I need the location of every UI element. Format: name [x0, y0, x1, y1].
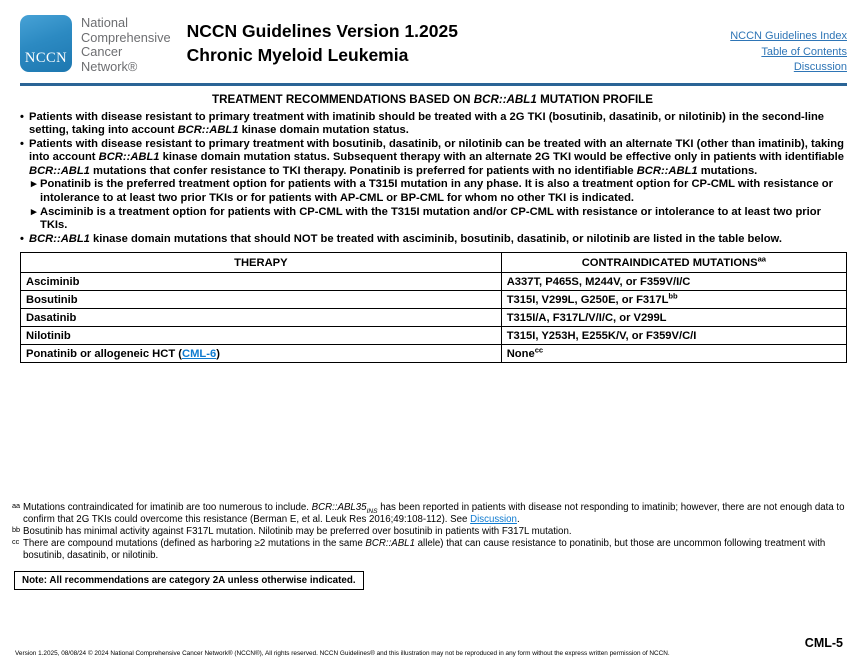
- list-item-text: Patients with disease resistant to primary treatment with bosutinib, dasatinib, or nilotinib can be treated with an alternate TKI (other than imatinib), taking into account BCR::ABL1 kinase domain mutation status. Subsequent therapy with an alternate 2G TKI would be effective only in patients with identifiable BCR::ABL1 mutations that confer resistance to TKI therapy. Ponatinib is preferred for patients with no identifiable BCR::ABL1 mutations.: [29, 137, 844, 177]
- nccn-logo: [20, 15, 72, 72]
- guidelines-version-title: NCCN Guidelines Version 1.2025: [186, 21, 458, 41]
- org-name-line: Network®: [81, 58, 138, 74]
- therapy-cell: Asciminib: [21, 273, 502, 291]
- page-header: [0, 0, 865, 76]
- therapy-cell: Ponatinib or allogeneic HCT (CML-6): [21, 345, 502, 363]
- footnote-aa: [12, 502, 853, 526]
- nccn-logo-text: NCCN: [24, 50, 68, 66]
- copyright-text: Version 1.2025, 08/08/24 © 2024 National Comprehensive Cancer Network® (NCCN®), All rights reserved. NCCN Guidelines® and this illustration may not be reproduced in any form without the express written permission of NCCN.: [15, 650, 670, 657]
- footnote-text: Mutations contraindicated for imatinib are too numerous to include. $BCR::ABL35_{INS}$ has been reported in patients with disease not responding to imatinib; however, there are not enough data to confirm that 2G TKIs could overcome this resistance (Berman E, et al. Leuk Res 2016;49:108-112). See Discussion.: [23, 502, 845, 526]
- list-item: [20, 138, 848, 179]
- bullet-marker: •: [20, 232, 24, 245]
- header-links: [730, 15, 847, 76]
- footnotes: [12, 502, 853, 562]
- category-note: Note: All recommendations are category 2A unless otherwise indicated.: [14, 571, 364, 590]
- sub-bullet-marker: ▸: [31, 178, 37, 191]
- org-name-line: Cancer: [81, 44, 123, 60]
- mutations-cell: T315I, Y253H, E255K/V, or F359V/C/I: [501, 327, 846, 345]
- mutations-cell: A337T, P465S, M244V, or F359V/I/C: [501, 273, 846, 291]
- discussion-link[interactable]: Discussion: [470, 514, 517, 526]
- table-of-contents-link[interactable]: Table of Contents: [761, 45, 847, 58]
- footnote-text: There are compound mutations (defined as harboring ≥2 mutations in the same BCR::ABL1 allele) that can cause resistance to ponatinib, but those are uncommon following treatment with bosutinib, dasatinib, or nilotinib.: [23, 538, 826, 562]
- recommendations-list: [20, 111, 848, 247]
- nccn-guidelines-index-link[interactable]: NCCN Guidelines Index: [730, 30, 847, 42]
- mutations-cell: None$^{cc}$: [501, 345, 846, 363]
- header-divider: [20, 83, 847, 86]
- list-item-text: Asciminib is a treatment option for patients with CP-CML with the T315I mutation and/or CP-CML with resistance or intolerance to at least two prior TKIs.: [40, 205, 821, 232]
- therapy-cell: Bosutinib: [21, 291, 502, 309]
- table-row: [21, 273, 847, 291]
- guidelines-title: [187, 15, 458, 67]
- footnote-marker: bb: [12, 525, 21, 535]
- mutations-cell: T315I, V299L, G250E, or $F317L^{bb}$: [501, 291, 846, 309]
- disease-title: Chronic Myeloid Leukemia: [186, 45, 409, 65]
- footnote-marker: cc: [12, 537, 20, 547]
- list-item: [31, 206, 848, 233]
- footnote-marker: aa: [12, 501, 21, 511]
- org-name-line: National: [81, 15, 128, 30]
- list-item: [20, 233, 848, 247]
- list-item-text: BCR::ABL1 kinase domain mutations that should NOT be treated with asciminib, bosutinib, dasatinib, or nilotinib are listed in the table below.: [29, 232, 782, 245]
- therapy-cell: Dasatinib: [21, 309, 502, 327]
- table-row: [21, 345, 847, 363]
- mutations-cell: T315I/A, F317L/V/I/C, or V299L: [501, 309, 846, 327]
- list-item-text: Ponatinib is the preferred treatment option for patients with a T315I mutation in any phase. It is also a treatment option for CP-CML with resistance or intolerance to at least two prior TKIs or for patients with AP-CML or BP-CML for whom no other TKI is indicated.: [40, 178, 833, 205]
- therapy-cell: Nilotinib: [21, 327, 502, 345]
- footnote-text: Bosutinib has minimal activity against F317L mutation. Nilotinib may be preferred over bosutinib in patients with F317L mutation.: [23, 526, 572, 538]
- bullet-marker: •: [20, 137, 24, 150]
- bullet-marker: •: [20, 110, 24, 123]
- table-row: [21, 291, 847, 309]
- list-item: [31, 178, 848, 205]
- discussion-header-link[interactable]: Discussion: [793, 61, 847, 73]
- sub-bullet-marker: ▸: [31, 205, 37, 218]
- table-header-row: [21, 253, 847, 273]
- list-item: [20, 111, 848, 138]
- table-row: [21, 309, 847, 327]
- mutations-column-header: CONTRAINDICATED $MUTATIONS^{aa}$: [501, 253, 846, 273]
- org-name-line: Comprehensive: [81, 29, 171, 45]
- table-row: [21, 327, 847, 345]
- contraindicated-mutations-table: [20, 252, 847, 363]
- section-title: TREATMENT RECOMMENDATIONS BASED ON BCR::ABL1 MUTATION PROFILE: [212, 92, 653, 106]
- cml-6-link[interactable]: CML-6: [182, 347, 217, 360]
- footnote-cc: [12, 538, 853, 562]
- list-item-text: Patients with disease resistant to primary treatment with imatinib should be treated with a 2G TKI (bosutinib, dasatinib, or nilotinib) in the second-line setting, taking into account BCR::ABL1 kinase domain mutation status.: [29, 110, 825, 137]
- org-name: [81, 15, 171, 74]
- page-number: CML-5: [804, 636, 843, 650]
- footnote-bb: [12, 526, 853, 538]
- therapy-column-header: THERAPY: [21, 253, 502, 273]
